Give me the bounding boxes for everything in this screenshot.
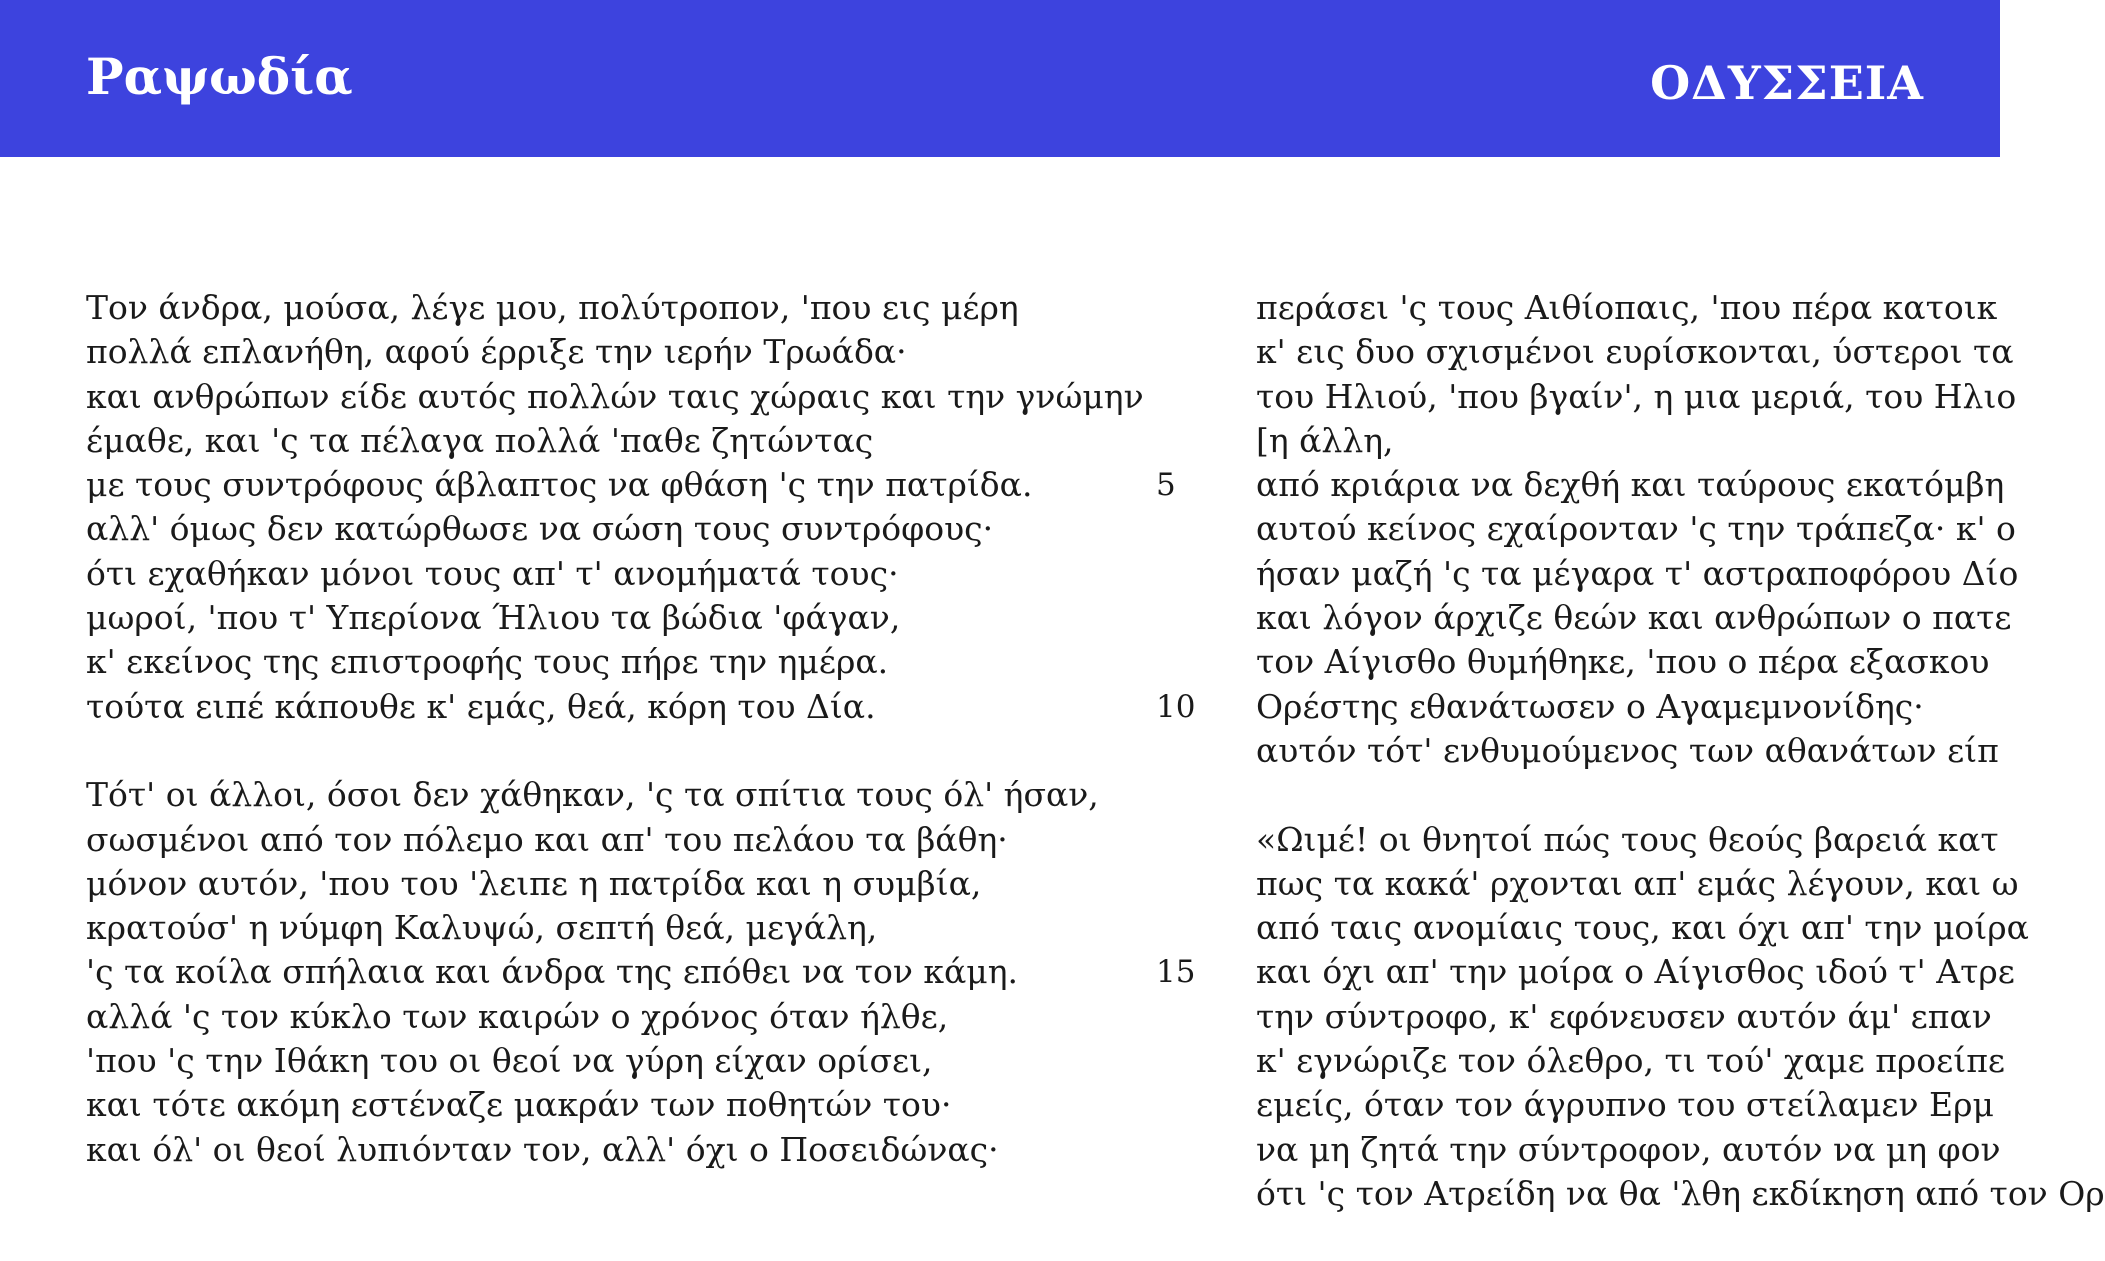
top-header-bar (0, 0, 2000, 157)
verse-text: [η άλλη, (1256, 420, 1394, 460)
verse-text: και λόγον άρχιζε θεών και ανθρώπων ο πατε (1256, 598, 2012, 638)
verse-line (1256, 950, 2015, 994)
verse-text: περάσει 'ς τους Αιθίοπαις, 'που πέρα κατοικ (1256, 288, 1998, 327)
verse-text: κ' εκείνος της επιστροφής τους πήρε την ημέρα. (86, 642, 889, 682)
line-number: 15 (1156, 954, 1196, 991)
verse-text: αλλά 'ς τον κύκλο των καιρών ο χρόνος όταν ήλθε, (86, 996, 949, 1036)
verse-line (86, 552, 1156, 596)
verse-text: την σύντροφο, κ' εφόνευσεν αυτόν άμ' επαν (1256, 996, 1992, 1036)
verse-line (1256, 1128, 2000, 1172)
verse-line (1256, 1172, 2105, 1216)
verse-text: και ανθρώπων είδε αυτός πολλών ταις χώραις και την γνώμην (86, 376, 1144, 416)
left-text-column (86, 286, 1196, 1216)
verse-text: τούτα ειπέ κάπουθε κ' εμάς, θεά, κόρη του Δία. (86, 686, 876, 726)
verse-line (86, 862, 1156, 906)
verse-line (86, 995, 1156, 1039)
verse-line (86, 906, 1156, 950)
verse-line (1256, 729, 2000, 773)
verse-text: σωσμένοι από τον πόλεμο και απ' του πελάου τα βάθη· (86, 819, 1008, 859)
verse-line (1256, 286, 2000, 330)
verse-line (86, 818, 1156, 862)
verse-text: πως τα κακά' ρχονται απ' εμάς λέγουν, και ω (1256, 863, 2019, 903)
verse-text: ότι εχαθήκαν μόνοι τους απ' τ' ανομήματά τους· (86, 553, 899, 593)
verse-text: μωροί, 'που τ' Υπερίονα Ήλιου τα βώδια 'φάγαν, (86, 598, 901, 638)
verse-text: Ορέστης εθανάτωσεν ο Αγαμεμνονίδης· (1256, 686, 1924, 726)
verse-line (1256, 1039, 2005, 1083)
verse-text: πολλά επλανήθη, αφού έρριξε την ιερήν Τρωάδα· (86, 332, 907, 372)
verse-text: «Ωιμέ! οι θνητοί πώς τους θεούς βαρειά κατ (1256, 819, 1999, 859)
verse-text: κρατούσ' η νύμφη Καλυψώ, σεπτή θεά, μεγάλη, (86, 908, 878, 948)
verse-text: 'ς τα κοίλα σπήλαια και άνδρα της επόθει να τον κάμη. (86, 952, 1018, 992)
verse-text: μόνον αυτόν, 'που του 'λειπε η πατρίδα και η συμβία, (86, 863, 982, 903)
verse-text: να μη ζητά την σύντροφον, αυτόν να μη φον (1256, 1129, 2001, 1169)
verse-line (86, 596, 1156, 640)
verse-line (86, 1083, 1156, 1127)
verse-line (86, 773, 1156, 817)
verse-line (1256, 463, 2005, 507)
verse-text: έμαθε, και 'ς τα πέλαγα πολλά 'παθε ζητώντας (86, 420, 874, 460)
book-title-link[interactable]: ΟΔΥΣΣΕΙΑ (1650, 56, 1924, 110)
verse-line (86, 685, 1196, 729)
verse-line (86, 1039, 1156, 1083)
verse-text: από ταις ανομίαις τους, και όχι απ' την μοίρα (1256, 908, 2029, 948)
verse-text: Τότ' οι άλλοι, όσοι δεν χάθηκαν, 'ς τα σπίτια τους όλ' ήσαν, (86, 775, 1099, 815)
verse-text: και τότε ακόμη εστέναζε μακράν των ποθητών του· (86, 1085, 952, 1125)
verse-line (86, 1128, 1156, 1172)
verse-line (86, 640, 1156, 684)
verse-text: κ' εγνώριζε τον όλεθρο, τι τού' χαμε προείπε (1256, 1041, 2005, 1081)
verse-line (1256, 507, 2016, 551)
right-text-column (1256, 286, 2105, 1261)
verse-text: του Ηλιού, 'που βγαίν', η μια μεριά, του Ηλιο (1256, 376, 2017, 416)
verse-line (1256, 419, 2000, 463)
verse-line (1256, 596, 2012, 640)
verse-line (1256, 685, 2000, 729)
verse-line (86, 950, 1196, 994)
site-brand-link[interactable]: Ραψωδία (86, 47, 353, 106)
verse-text: με τους συντρόφους άβλαπτος να φθάση 'ς την πατρίδα. (86, 465, 1033, 505)
stanza (86, 286, 1196, 729)
verse-line (1256, 862, 2019, 906)
verse-text: από κριάρια να δεχθή και ταύρους εκατόμβη (1256, 465, 2005, 505)
verse-line (86, 419, 1156, 463)
verse-text: ότι 'ς τον Ατρείδη να θα 'λθη εκδίκηση από τον Ορ (1256, 1173, 2105, 1213)
verse-line (1256, 552, 2019, 596)
verse-text: ήσαν μαζή 'ς τα μέγαρα τ' αστραποφόρου Δίο (1256, 553, 2019, 593)
verse-text: κ' εις δυο σχισμένοι ευρίσκονται, ύστεροι τα (1256, 332, 2014, 372)
verse-text: Τον άνδρα, μούσα, λέγε μου, πολύτροπον, 'που εις μέρη (86, 288, 1019, 327)
verse-text: και όχι απ' την μοίρα ο Αίγισθος ιδού τ' Ατρε (1256, 952, 2015, 992)
verse-line (1256, 1083, 2000, 1127)
verse-line (86, 507, 1156, 551)
verse-line (1256, 330, 2014, 374)
verse-text: αλλ' όμως δεν κατώρθωσε να σώση τους συντρόφους· (86, 509, 994, 549)
verse-line (86, 375, 1156, 419)
verse-line (1256, 640, 2000, 684)
verse-text: εμείς, όταν τον άγρυπνο του στείλαμεν Ερμ (1256, 1085, 1994, 1125)
stanza (1256, 818, 2105, 1217)
stanza (1256, 286, 2019, 773)
line-number: 10 (1156, 688, 1196, 725)
verse-text: και όλ' οι θεοί λυπιόνταν τον, αλλ' όχι ο Ποσειδώνας· (86, 1129, 999, 1169)
verse-line (1256, 818, 2000, 862)
stanza (86, 773, 1196, 1172)
line-number: 5 (1156, 467, 1176, 504)
verse-text: 'που 'ς την Ιθάκη του οι θεοί να γύρη είχαν ορίσει, (86, 1041, 933, 1081)
verse-line (1256, 375, 2017, 419)
verse-text: τον Αίγισθο θυμήθηκε, 'που ο πέρα εξασκου (1256, 642, 1990, 682)
verse-line (86, 463, 1176, 507)
verse-text: αυτόν τότ' ενθυμούμενος των αθανάτων είπ (1256, 730, 1999, 770)
verse-text: αυτού κείνος εχαίρονταν 'ς την τράπεζα· κ' ο (1256, 509, 2016, 549)
verse-line (86, 286, 1156, 330)
verse-line (1256, 906, 2029, 950)
verse-line (1256, 995, 2000, 1039)
verse-line (86, 330, 1156, 374)
